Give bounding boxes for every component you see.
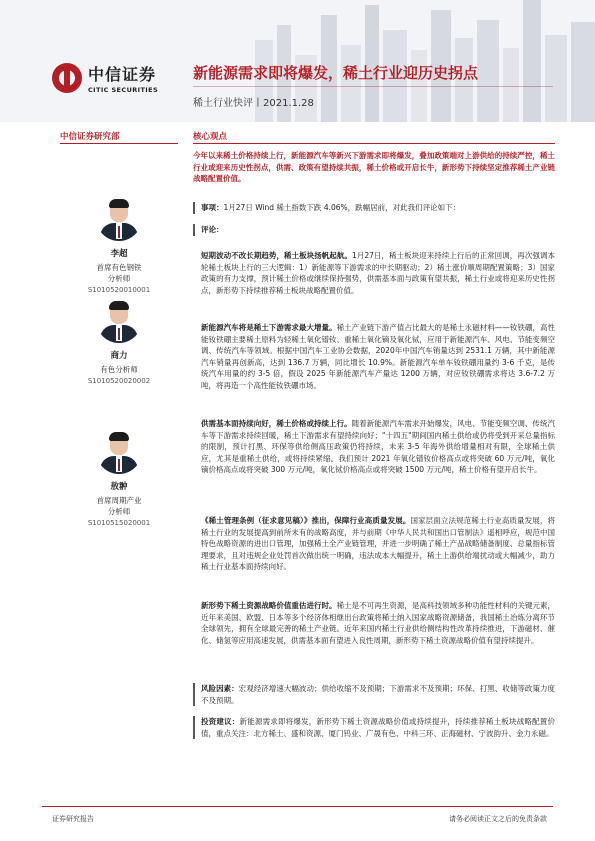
logo-english-name: CITIC SECURITIES	[88, 86, 159, 94]
event-block	[193, 202, 555, 214]
analyst-photo	[96, 195, 142, 241]
analyst-role: 首席有色钢铁 分析师	[96, 263, 142, 283]
comment-label: 评论：	[201, 225, 224, 234]
risk-text: 宏观经济增速大幅波动；供给收缩不及预期；下游需求不及预期；环保、打黑、收储等政策力度不及预期。	[201, 684, 556, 705]
report-title: 新能源需求即将爆发，稀土行业迎历史拐点	[193, 64, 479, 82]
company-logo	[52, 62, 158, 94]
key-summary: 今年以来稀土价格持续上行，新能源汽车等新兴下游需求即将爆发，叠加政策端对上游供给的持续严控，稀土行业或迎来历史性拐点，供需、政策有望持续共振，稀土价格或开启长牛，新形势下持续坚定推荐稀土产业链战略配置价值。	[193, 151, 555, 183]
risk-label: 风险因素：	[201, 684, 239, 693]
advice-text: 新能源需求即将爆发，新形势下稀土资源战略价值或持续提升，持续推荐稀土板块战略配置价值，重点关注：北方稀土、盛和资源、厦门钨业、广晟有色、中科三环、正海磁材、宁波韵升、金力永磁。	[201, 717, 555, 738]
event-text: 1月27日 Wind 稀土指数下跌 4.06%，跌幅居前，对此我们评论如下：	[223, 203, 461, 212]
analyst-license-id: S1010520010001	[87, 286, 151, 294]
block-marker	[193, 224, 195, 236]
paragraph-strategic-value: 新形势下稀土资源战略价值重估进行时。稀土是不可再生资源，是高科技领域多种功能性材料的关键元素，近年来美国、欧盟、日本等多个经济体相继出台政策将稀土纳入国家战略资源储备，我国稀土冶炼分离环节全球领先，拥有全球最完善的稀土产业链。近年来国内稀土行业供给侧结构性改革持续推进，下游磁材、催化、储氢等应用高速发展，供需基本面有望进入良性周期，新形势下稀土资源战略价值有望持续提升。	[201, 601, 556, 645]
risk-block	[193, 683, 555, 706]
footer-disclaimer-note: 请务必阅读正文之后的免责条款	[449, 815, 547, 823]
research-dept-heading: 中信证券研究部	[60, 132, 120, 142]
analyst-license-id: S1010515020001	[87, 519, 151, 527]
analyst-name: 李超	[110, 249, 128, 259]
analyst-role: 首席周期产业 分析师	[96, 496, 142, 516]
paragraph-short-term: 短期波动不改长期趋势，稀土板块扬帆起航。1月27日，稀土板块迎来持续上行后的正常回调，再次强调本轮稀土板块上行的三大逻辑：1）新能源等下游需求的中长期驱动；2）稀土涨价顺周期配置策略；3）国家政策的有力支撑，预计稀土价格或继续保持强势，供需基本面与政策有望共振，稀土行业或将迎来历史性拐点，新形势下持续推荐稀土板块战略配置价值。	[201, 251, 555, 295]
footer-report-type: 证券研究报告	[52, 815, 94, 823]
block-marker	[193, 716, 195, 739]
core-views-divider	[193, 143, 555, 144]
title-divider	[193, 86, 553, 87]
citic-logo-icon	[52, 63, 82, 93]
paragraph-regulation: 《稀土管理条例（征求意见稿）》推出，保障行业高质量发展。国家层面立法规范稀土行业高质量发展，将稀土行业的发展提高到前所未有的战略高度，并与前期《中华人民共和国出口管制法》遥相呼应，规范中国特色战略资源的进出口管理，加强稀土全产业链管理，并进一步明确了稀土产品战略储备制度、总量指标管理要求，且对违规企业处罚首次做出统一明确，违法成本大幅提升，稀土上游供给端扰动或大幅减少，助力稀土行业基本面持续向好。	[201, 516, 556, 571]
comment-block	[193, 224, 555, 236]
footer-divider	[42, 806, 553, 807]
paragraph-ev-demand: 新能源汽车将是稀土下游需求最大增量。稀土产业链下游产值占比最大的是稀土永磁材料——钕铁硼，高性能钕铁硼主要稀土原料为轻稀土氧化镨钕、重稀土氧化镝及氧化铽，应用于新能源汽车、风电、节能变频空调、传统汽车等领域。根据中国汽车工业协会数据，2020年中国汽车销量达到 2531.1 万辆，其中新能源汽车销量再创新高，达到 136.7 万辆，同比增长 10.9%。新能源汽车单车钕铁硼用量约 3-6 千克，是传统汽车用量的约 3-5 倍，假设 2025 年新能源汽车产量达 1200 万辆，对应钕铁硼需求将达 3.6-7.2 万吨，将再造一个高性能钕铁硼市场。	[201, 323, 556, 390]
analyst-name: 敖翀	[110, 482, 128, 492]
analyst-photo	[96, 428, 142, 474]
analyst-card	[60, 428, 178, 527]
analyst-role: 有色分析师	[100, 365, 138, 374]
analyst-name: 商力	[110, 351, 128, 361]
analyst-card	[60, 195, 178, 294]
report-subtitle: 稀土行业快评丨2021.1.28	[193, 98, 314, 109]
analyst-photo	[96, 297, 142, 343]
event-label: 事项：	[201, 203, 224, 212]
paragraph-supply-demand: 供需基本面持续向好，稀土价格或持续上行。随着新能源汽车需求开始爆发，风电、节能变频空调、传统汽车等下游需求持续回暖，稀土下游需求有望持续向好；"十四五"期间国内稀土供给或仍将受到开采总量指标的限制，预计打黑、环保等供给侧高压政策仍将持续，未来 3-5 年海外供给增量相对有限，全球稀土供应，尤其是重稀土供给，或将持续紧缩。我们预计 2021 年氧化镨钕价格高点或将突破 60 万元/吨，氧化镝价格高点或将突破 300 万元/吨，氧化铽价格高点或将突破 1500 万元/吨，稀土价格有望开启长牛。	[201, 419, 556, 474]
core-views-heading: 核心观点	[193, 132, 228, 142]
left-heading-divider	[60, 143, 178, 144]
analyst-license-id: S1010520020002	[87, 377, 151, 385]
analyst-card	[60, 297, 178, 385]
block-marker	[193, 202, 195, 214]
advice-block	[193, 716, 555, 739]
advice-label: 投资建议：	[201, 717, 240, 726]
logo-chinese-name: 中信证券	[88, 65, 157, 84]
block-marker	[193, 683, 195, 706]
